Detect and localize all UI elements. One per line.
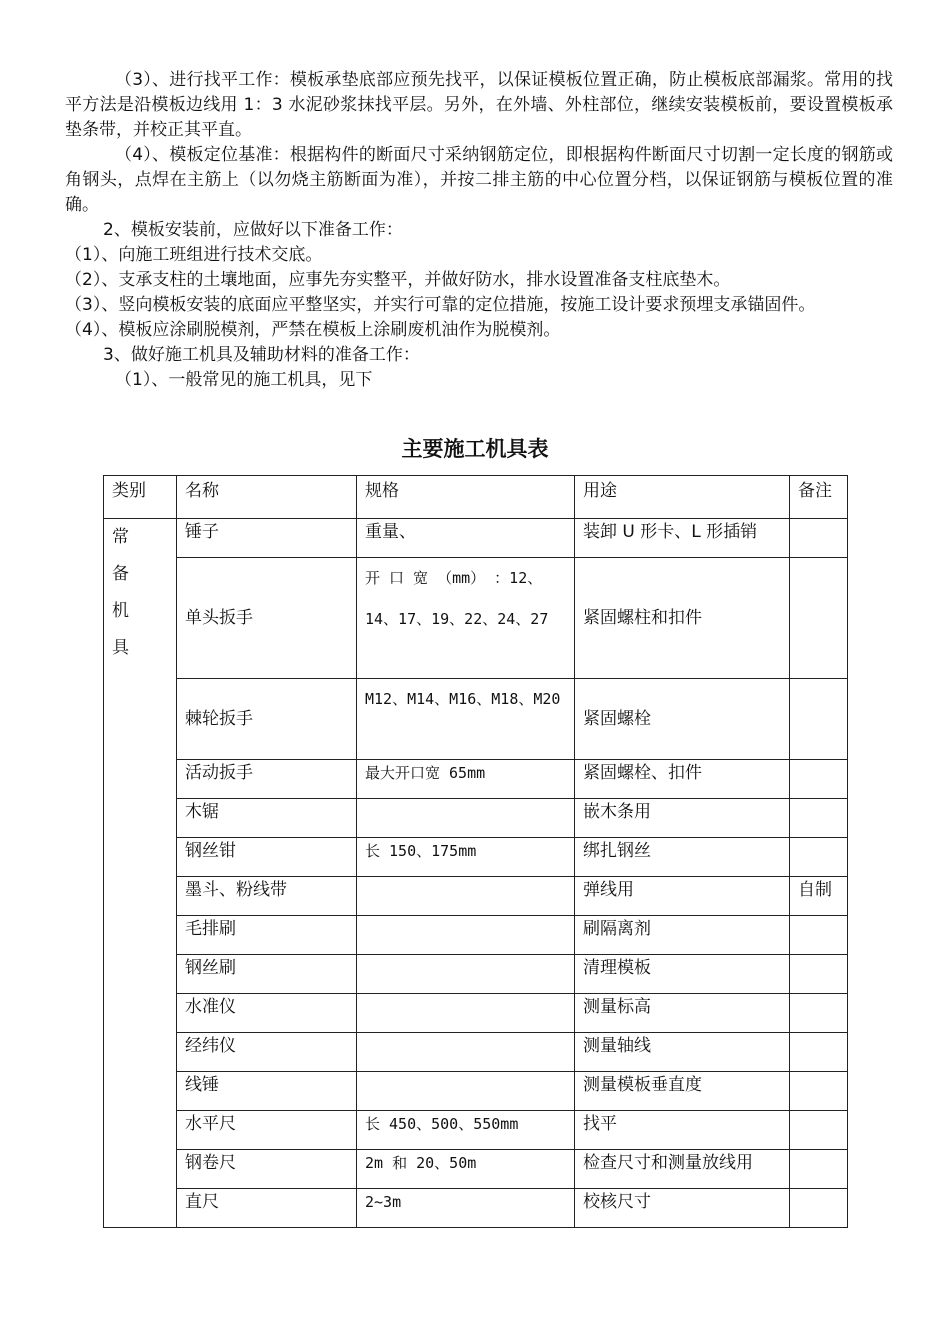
tool-name: 墨斗、粉线带 [177,877,357,916]
tool-use: 清理模板 [575,955,790,994]
paragraph-tools-intro: （1）、一般常见的施工机具，见下 [115,370,373,390]
tool-spec [357,955,575,994]
header-note: 备注 [790,476,848,519]
tool-spec: 重量、 [357,519,575,558]
tool-spec [357,916,575,955]
table-row [104,877,848,916]
tool-note [790,519,848,558]
paragraph-preparation-heading: 2、模板安装前，应做好以下准备工作： [103,220,403,240]
tool-spec: 2m 和 20、50m [357,1150,575,1189]
tool-note [790,1072,848,1111]
tool-name: 直尺 [177,1189,357,1228]
table-title: 主要施工机具表 [401,437,549,461]
tool-use: 紧固螺栓、扣件 [575,760,790,799]
tool-use: 绑扎钢丝 [575,838,790,877]
tool-spec: 开 口 宽 （mm） ：12、14、17、19、22、24、27 [357,558,575,679]
table-row [104,838,848,877]
tool-spec [357,994,575,1033]
tool-spec: 最大开口宽 65mm [357,760,575,799]
table-row [104,558,848,679]
table-row [104,1072,848,1111]
header-category: 类别 [104,476,177,519]
table-row [104,994,848,1033]
paragraph-prep-item-3: （3）、竖向模板安装的底面应平整坚实，并实行可靠的定位措施，按施工设计要求预埋支承锚固件。 [65,295,816,315]
tool-name: 棘轮扳手 [177,679,357,760]
tool-use: 弹线用 [575,877,790,916]
table-row [104,1033,848,1072]
tool-use: 装卸 U 形卡、L 形插销 [575,519,790,558]
tool-name: 钢丝刷 [177,955,357,994]
table-row [104,1150,848,1189]
tool-name: 活动扳手 [177,760,357,799]
tool-note [790,955,848,994]
tool-note [790,679,848,760]
tool-name: 锤子 [177,519,357,558]
tool-name: 水准仪 [177,994,357,1033]
tool-use: 紧固螺柱和扣件 [575,558,790,679]
tool-name: 毛排刷 [177,916,357,955]
header-use: 用途 [575,476,790,519]
tool-note [790,1189,848,1228]
tool-spec [357,1033,575,1072]
tool-use: 检查尺寸和测量放线用 [575,1150,790,1189]
tool-use: 找平 [575,1111,790,1150]
paragraph-prep-item-2: （2）、支承支柱的土壤地面，应事先夯实整平，并做好防水，排水设置准备支柱底垫木。 [65,270,731,290]
paragraph-prep-item-4: （4）、模板应涂刷脱模剂，严禁在模板上涂刷废机油作为脱模剂。 [65,320,561,340]
table-row [104,1111,848,1150]
tool-note [790,760,848,799]
tool-spec [357,1072,575,1111]
document-body [65,68,893,393]
tool-name: 单头扳手 [177,558,357,679]
tool-note [790,1033,848,1072]
tools-table [103,475,848,1228]
tool-use: 测量轴线 [575,1033,790,1072]
tool-use: 紧固螺栓 [575,679,790,760]
table-row [104,916,848,955]
table-row [104,679,848,760]
tool-use: 校核尺寸 [575,1189,790,1228]
tool-name: 线锤 [177,1072,357,1111]
tool-note [790,558,848,679]
tool-note [790,916,848,955]
tool-name: 钢卷尺 [177,1150,357,1189]
tool-use: 刷隔离剂 [575,916,790,955]
paragraph-prep-item-1: （1）、向施工班组进行技术交底。 [65,245,323,265]
tool-name: 水平尺 [177,1111,357,1150]
tool-name: 钢丝钳 [177,838,357,877]
tool-note [790,838,848,877]
tool-note: 自制 [790,877,848,916]
tool-spec: M12、M14、M16、M18、M20 [357,679,575,760]
tool-use: 测量模板垂直度 [575,1072,790,1111]
table-row [104,955,848,994]
header-name: 名称 [177,476,357,519]
tool-spec: 长 450、500、550mm [357,1111,575,1150]
tool-note [790,994,848,1033]
table-row [104,519,848,558]
tool-spec [357,877,575,916]
table-header-row [104,476,848,519]
tool-note [790,799,848,838]
paragraph-leveling: （3）、进行找平工作：模板承垫底部应预先找平，以保证模板位置正确，防止模板底部漏浆。常用的找平方法是沿模板边线用 1：3 水泥砂浆抹找平层。另外，在外墙、外柱部位，继续安装模板前，要设置模板承垫条带，并校正其平直。 [65,70,893,140]
tool-name: 木锯 [177,799,357,838]
paragraph-positioning-datum: （4）、模板定位基准：根据构件的断面尺寸采纳钢筋定位，即根据构件断面尺寸切割一定长度的钢筋或角钢头，点焊在主筋上（以勿烧主筋断面为准），并按二排主筋的中心位置分档，以保证钢筋与模板位置的准确。 [65,145,893,215]
tool-note [790,1150,848,1189]
table-row [104,1189,848,1228]
table-row [104,760,848,799]
tool-use: 测量标高 [575,994,790,1033]
tool-spec: 2~3m [357,1189,575,1228]
category-cell: 常 备 机 具 [104,519,177,1228]
tool-note [790,1111,848,1150]
tool-spec [357,799,575,838]
tool-name: 经纬仪 [177,1033,357,1072]
header-spec: 规格 [357,476,575,519]
table-row [104,799,848,838]
paragraph-tools-heading: 3、做好施工机具及辅助材料的准备工作： [103,345,420,365]
tool-use: 嵌木条用 [575,799,790,838]
tool-spec: 长 150、175mm [357,838,575,877]
